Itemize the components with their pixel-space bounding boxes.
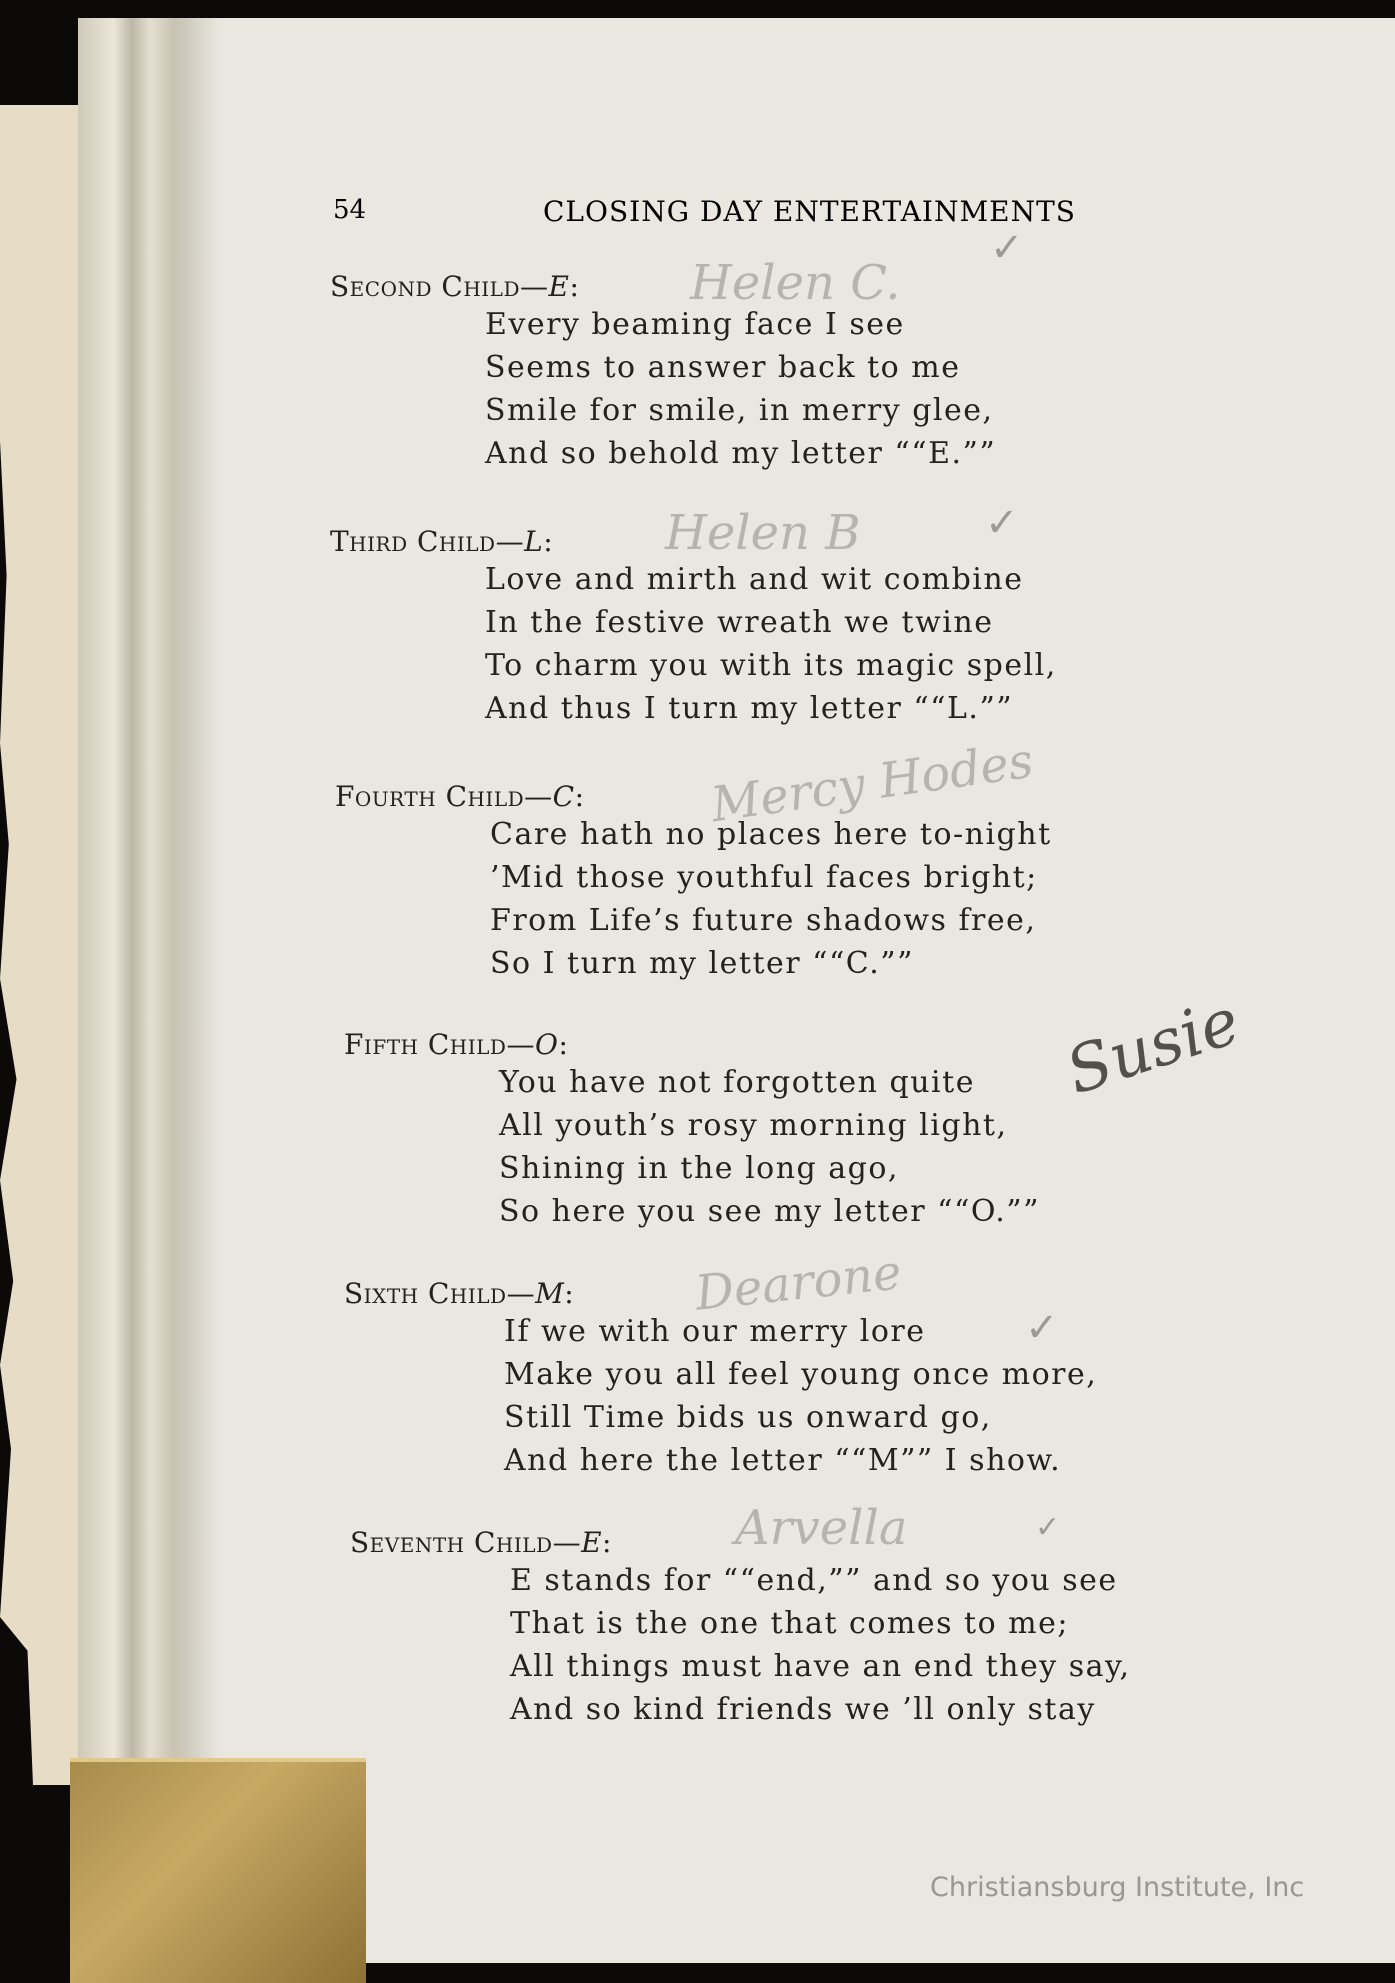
verse-line: So I turn my letter ““C.”” <box>490 946 914 981</box>
verse-line: Make you all feel young once more, <box>504 1357 1098 1392</box>
speaker-name: Seventh Child <box>350 1526 553 1559</box>
speaker-line: Sixth Child—M: <box>344 1277 575 1310</box>
verse-line: Still Time bids us onward go, <box>504 1400 992 1435</box>
watermark: Christiansburg Institute, Inc <box>930 1872 1305 1903</box>
verse-line: You have not forgotten quite <box>499 1065 975 1100</box>
pencil-annotation: Susie <box>1057 984 1249 1110</box>
verse <box>485 558 1057 730</box>
verse-line: All things must have an end they say, <box>510 1649 1131 1684</box>
chapter-title: CLOSING DAY ENTERTAINMENTS <box>543 195 1076 228</box>
speaker-letter: E <box>548 270 570 303</box>
verse-line: That is the one that comes to me; <box>510 1606 1069 1641</box>
check-mark-icon: ✓ <box>985 500 1019 546</box>
verse-line: Every beaming face I see <box>485 307 905 342</box>
stanza <box>344 1028 1040 1233</box>
verse-line: All youth’s rosy morning light, <box>499 1108 1008 1143</box>
speaker-line: Fourth Child—C: <box>335 780 585 813</box>
stanza <box>335 780 1052 985</box>
verse-line: Seems to answer back to me <box>485 350 961 385</box>
gold-bookmark-tab <box>70 1758 366 1983</box>
page-number: 54 <box>333 195 367 225</box>
verse-line: So here you see my letter ““O.”” <box>499 1194 1040 1229</box>
verse-line: Care hath no places here to-night <box>490 817 1052 852</box>
speaker-name: Sixth Child <box>344 1277 507 1310</box>
speaker-letter: M <box>535 1277 565 1310</box>
verse-line: Smile for smile, in merry glee, <box>485 393 994 428</box>
speaker-name: Second Child <box>330 270 520 303</box>
speaker-line: Fifth Child—O: <box>344 1028 569 1061</box>
verse-line: And so behold my letter ““E.”” <box>485 436 997 471</box>
verse-line: E stands for ““end,”” and so you see <box>510 1563 1118 1598</box>
verse-line: To charm you with its magic spell, <box>485 648 1057 683</box>
pencil-annotation: Helen C. <box>690 255 901 311</box>
speaker-letter: O <box>534 1028 559 1061</box>
speaker-letter: E <box>581 1526 603 1559</box>
verse <box>504 1310 1097 1482</box>
pencil-annotation: Mercy Hodes <box>707 732 1037 834</box>
verse-line: In the festive wreath we twine <box>485 605 994 640</box>
verse <box>510 1559 1130 1731</box>
check-mark-icon: ✓ <box>1025 1305 1059 1351</box>
verse <box>499 1061 1040 1233</box>
speaker-name: Fourth Child <box>335 780 525 813</box>
speaker-line: Seventh Child—E: <box>350 1526 612 1559</box>
verse-line: Love and mirth and wit combine <box>485 562 1024 597</box>
verse-line: ’Mid those youthful faces bright; <box>490 860 1038 895</box>
pencil-annotation: Arvella <box>735 1500 908 1556</box>
check-mark-icon: ✓ <box>1035 1510 1061 1545</box>
pencil-annotation: Dearone <box>692 1244 905 1322</box>
check-mark-icon: ✓ <box>990 225 1024 271</box>
verse <box>485 303 996 475</box>
verse-line: If we with our merry lore <box>504 1314 926 1349</box>
speaker-line: Second Child—E: <box>330 270 580 303</box>
speaker-letter: L <box>524 525 544 558</box>
verse-line: And so kind friends we ’ll only stay <box>510 1692 1096 1727</box>
verse-line: From Life’s future shadows free, <box>490 903 1037 938</box>
pencil-annotation: Helen B <box>665 505 861 561</box>
speaker-name: Fifth Child <box>344 1028 507 1061</box>
verse-line: Shining in the long ago, <box>499 1151 899 1186</box>
speaker-line: Third Child—L: <box>330 525 554 558</box>
verse-line: And thus I turn my letter ““L.”” <box>485 691 1014 726</box>
verse <box>490 813 1052 985</box>
speaker-name: Third Child <box>330 525 496 558</box>
verse-line: And here the letter ““M”” I show. <box>504 1443 1062 1478</box>
speaker-letter: C <box>552 780 575 813</box>
stanza <box>350 1526 1130 1731</box>
